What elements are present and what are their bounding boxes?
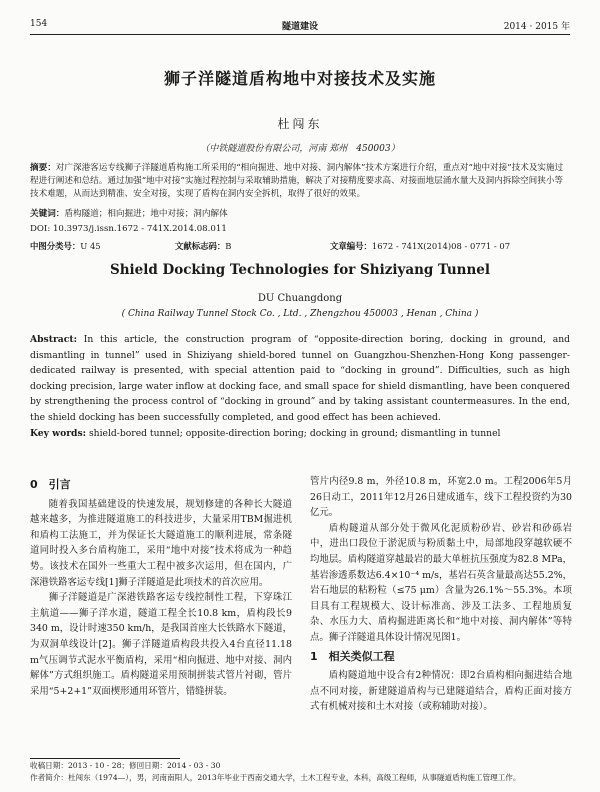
author-bio: 作者简介：杜闯东（1974—），男，河南南阳人，2013年毕业于西南交通大学，土木工程专业，本科，高级工程师，从事隧道盾构施工管理工作。 [30, 773, 521, 782]
section-1-heading: 1 相关类似工程 [310, 649, 395, 663]
keywords-cn-text: 盾构隧道；相向掘进；地中对接；洞内解体 [64, 209, 228, 219]
title-english: Shield Docking Technologies for Shiziyang Tunnel [109, 262, 491, 278]
footnote-rule [30, 758, 180, 759]
document-code: 文献标志码：B [175, 241, 232, 251]
journal-volume: 2014 · 2015 年 [503, 22, 570, 32]
clc-code: 中图分类号：U 45 [30, 241, 101, 251]
header-rule [30, 34, 570, 35]
received-date: 收稿日期：2013 - 10 - 28；修回日期：2014 - 03 - 30 [30, 761, 221, 770]
keywords-en-label: Key words: [30, 427, 87, 439]
paragraph: 管片内径9.8 m，外径10.8 m，环宽2.0 m。工程2006年5月26日动工，2011年12月26日建成通车，线下工程投资约为30亿元。 [310, 476, 572, 519]
article-number: 文章编号：1672 - 741X(2014)08 - 0771 - 07 [330, 241, 511, 251]
author-english: DU Chuangdong [257, 293, 343, 304]
abstract-en-label: Abstract: [30, 334, 77, 345]
abstract-english [30, 332, 570, 441]
affiliation-english: ( China Railway Tunnel Stock Co. , Ltd. , Zhengzhou 450003 , Henan , China ) [121, 309, 479, 319]
abstract-cn-label: 摘要： [30, 163, 56, 173]
author-chinese: 杜闯东 [277, 117, 323, 131]
abstract-cn-text: 对广深港客运专线狮子洋隧道盾构施工所采用的“相向掘进、地中对接、洞内解体”技术方案进行介绍，重点对“地中对接”技术及实施过程进行阐述和总结。通过加强“地中对接”实施过程控制与采取辅助措施，解决了对接精度要求高、对接面地层涌水量大及洞内拆除空间狭小等技术难题，从而达到精准、安全对接，实现了盾构在洞内安全拆机，取得了很好的效果。 [30, 163, 564, 199]
journal-name: 隧道建设 [281, 22, 318, 32]
paragraph: 盾构隧道从部分处于微风化泥质粉砂岩、砂岩和砂砾岩中，进出口段位于淤泥质与粉质黏土中，局部地段穿越软硬不均地层。盾构隧道穿越最岩的最大单桩抗压强度为82.8 MPa，基岩渗透系数达6.4×10⁻⁴ m/s，基岩石英含量最高达55.2%，岩石地层的粘粉粒（≤75 μm）含量为26.1%～55.3%。本项目具有工程规模大、设计标准高、涉及工法多、工程地质复杂、水压力大、盾构掘进距离长和“地中对接、洞内解体”等特点。狮子洋隧道具体设计情况见图1。 [310, 522, 572, 643]
abstract-en-text: In this article, the construction program of “opposite-direction boring, docking in ground, and dismantling in tunnel” used in Shiziyang shield-bored tunnel on Guangzhou-Shenzhen-Hong Kong passenger-dedicated railway is presented, with special attention paid to “docking in ground”. Difficulties, such as high docking precision, large water inflow at docking face, and small space for shield dismantling, have been conquered by strengthening the process control of “docking in ground” and by taking assistant countermeasures. In the end, the shield docking has been successfully completed, and good effect has been achieved. [30, 334, 570, 423]
paragraph: 狮子洋隧道是广深港铁路客运专线控制性工程，下穿珠江主航道——狮子洋水道，隧道工程全长10.8 km，盾构段长9 340 m，设计时速350 km/h，是我国首座大长铁路水下隧道，为双洞单线设计[2]。狮子洋隧道盾构段共投入4台直径11.18 m气压调节式泥水平衡盾构，采用“相向掘进、地中对接、洞内解体”方式组织施工。盾构隧道采用预制拼装式管片衬砌，管片采用“5+2+1”双面楔形通用环管片，错缝拼装。 [30, 592, 292, 697]
paragraph: 随着我国基础建设的快速发展，规划修建的各种长大隧道越来越多，为推进隧道施工的科技进步，大量采用TBM掘进机和盾构工法施工，并为保证长大隧道施工的顺利进展，常条隧道同时投入多台盾构施工，采用“地中对接”技术将成为一种趋势。该技术在国外一些重大工程中被多次运用，但在国内，广深港铁路客运专线[1]狮子洋隧道是此项技术的首次应用。 [30, 498, 292, 588]
keywords-en-text: shield-bored tunnel; opposite-direction boring; docking in ground; dismantling in tunnel [88, 427, 501, 439]
keywords-chinese [30, 208, 570, 221]
right-column [310, 474, 572, 715]
abstract-chinese [30, 162, 570, 201]
running-header [30, 19, 570, 33]
section-0-heading: 0 引言 [30, 478, 71, 491]
keywords-english [30, 426, 570, 442]
page-number: 154 [30, 19, 48, 29]
paragraph: 盾构隧道地中设合有2种情况：即2台盾构相向掘进结合地点不同对接，新建隧道盾构与已建隧道结合，盾构正面对接方式有机械对接和土木对接（或称辅助对接）。 [310, 670, 572, 713]
doi: DOI: 10.3973/j.issn.1672 - 741X.2014.08.011 [30, 224, 227, 234]
affiliation-chinese: （中铁隧道股份有限公司，河南 郑州 450003） [200, 144, 400, 154]
left-column [30, 474, 292, 699]
title-chinese: 狮子洋隧道盾构地中对接技术及实施 [163, 69, 436, 88]
keywords-cn-label: 关键词： [30, 209, 65, 219]
footnotes [30, 760, 570, 784]
